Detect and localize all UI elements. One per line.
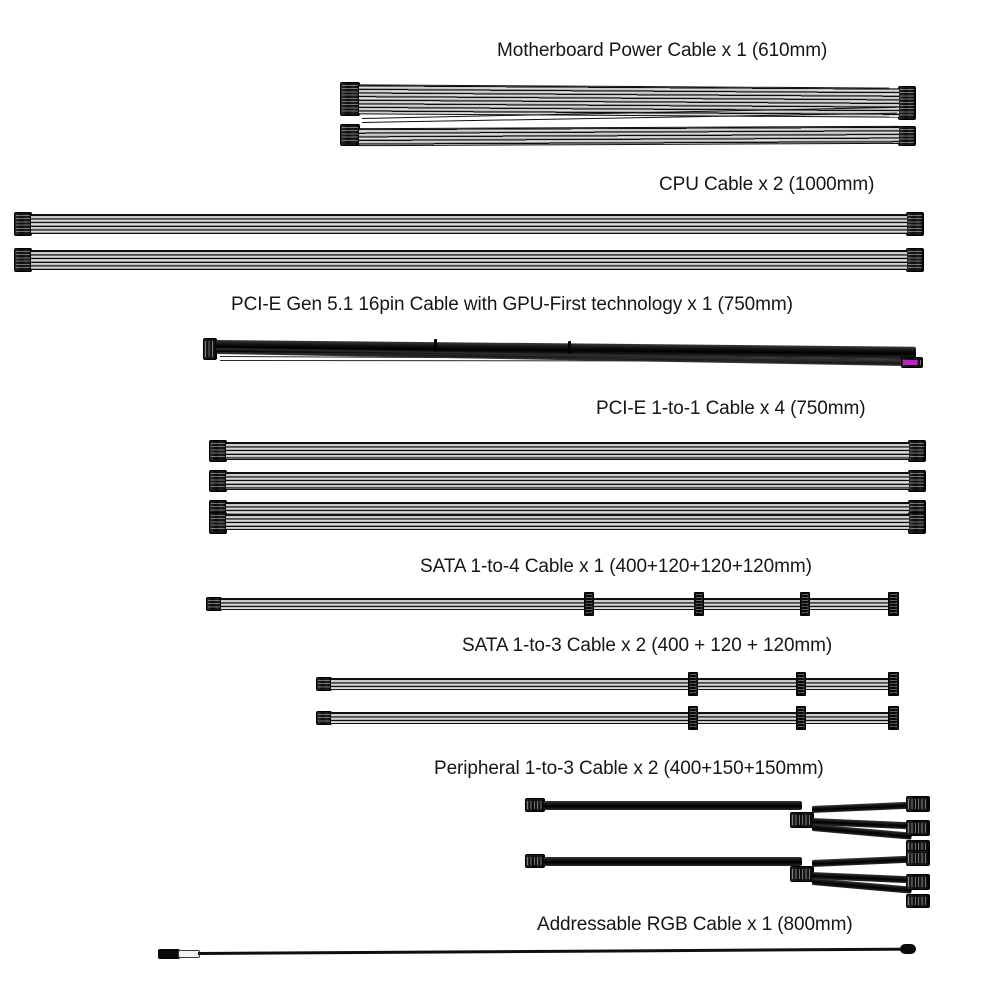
- caption-pcie-1to1: PCI-E 1-to-1 Cable x 4 (750mm): [596, 398, 866, 419]
- connector-24pin-right-secondary: [898, 126, 916, 146]
- connector-24pin-right: [898, 86, 916, 120]
- argb-white-sleeve: [178, 950, 200, 958]
- connector-argb-right: [900, 944, 916, 954]
- branch-a-1: [812, 802, 912, 813]
- sata-connector-2: [694, 592, 704, 616]
- sata-connector-3: [800, 592, 810, 616]
- ribbon-cpu-1: [31, 214, 907, 234]
- connector-pcie-1-left: [209, 440, 227, 462]
- caption-sata-1to3: SATA 1-to-3 Cable x 2 (400 + 120 + 120mm): [462, 635, 833, 656]
- connector-peripheral-b-source: [525, 854, 545, 868]
- connector-sata3b-source: [316, 711, 332, 725]
- connector-pcie-4-right: [908, 512, 926, 534]
- connector-sata4-source: [206, 597, 222, 611]
- connector-cpu-1-right: [906, 212, 924, 236]
- ribbon-cpu-2: [31, 250, 907, 270]
- sata3b-connector-2: [796, 706, 806, 730]
- molex-b-3: [906, 874, 930, 890]
- sleeve-band-2: [568, 341, 571, 354]
- molex-a-3: [906, 820, 930, 836]
- molex-b-4: [906, 894, 930, 908]
- connector-cpu-2-right: [906, 248, 924, 272]
- caption-peripheral-1to3: Peripheral 1-to-3 Cable x 2 (400+150+150mm): [434, 758, 824, 779]
- sata3a-connector-1: [688, 672, 698, 696]
- caption-argb: Addressable RGB Cable x 1 (800mm): [537, 914, 853, 935]
- ribbon-pcie-4: [226, 514, 909, 530]
- body-peripheral-b-main: [544, 857, 802, 866]
- body-argb: [198, 948, 910, 955]
- connector-pcie-2-right: [908, 470, 926, 492]
- connector-peripheral-a-source: [525, 798, 545, 812]
- connector-pcie-1-right: [908, 440, 926, 462]
- caption-sata-1to4: SATA 1-to-4 Cable x 1 (400+120+120+120mm): [420, 556, 812, 577]
- ribbon-sata-1to4: [221, 598, 897, 610]
- ribbon-pcie-1: [226, 442, 909, 460]
- branch-b-1: [812, 856, 912, 867]
- molex-a-2: [906, 796, 930, 812]
- connector-sata3a-source: [316, 677, 332, 691]
- caption-cpu: CPU Cable x 2 (1000mm): [659, 174, 875, 195]
- body-peripheral-a-main: [544, 801, 802, 810]
- connector-cpu-2-left: [14, 248, 32, 272]
- ribbon-sata-1to3-b: [331, 712, 899, 724]
- sata3a-connector-2: [796, 672, 806, 696]
- connector-argb-left: [158, 949, 180, 959]
- sata3b-connector-3: [888, 706, 899, 730]
- connector-pcie-4-left: [209, 512, 227, 534]
- molex-a-1: [790, 812, 814, 828]
- molex-b-1: [790, 866, 814, 882]
- sata3b-connector-1: [688, 706, 698, 730]
- magenta-key-indicator: [903, 360, 917, 365]
- connector-cpu-1-left: [14, 212, 32, 236]
- connector-24pin-left-secondary: [340, 124, 360, 146]
- ribbon-motherboard-lower: [359, 126, 899, 146]
- sata3a-connector-3: [888, 672, 899, 696]
- caption-pcie-gen5: PCI-E Gen 5.1 16pin Cable with GPU-First technology x 1 (750mm): [231, 294, 793, 315]
- sata-connector-1: [584, 592, 594, 616]
- ribbon-pcie-2: [226, 472, 909, 490]
- sleeve-band-1: [434, 339, 437, 352]
- connector-pcie-2-left: [209, 470, 227, 492]
- strand-16pin-3: [220, 360, 906, 362]
- molex-b-2: [906, 850, 930, 866]
- ribbon-sata-1to3-a: [331, 678, 899, 690]
- caption-motherboard-power: Motherboard Power Cable x 1 (610mm): [497, 40, 828, 61]
- connector-24pin-left: [340, 82, 360, 116]
- sata-connector-4: [888, 592, 899, 616]
- connector-16pin-left: [203, 338, 217, 360]
